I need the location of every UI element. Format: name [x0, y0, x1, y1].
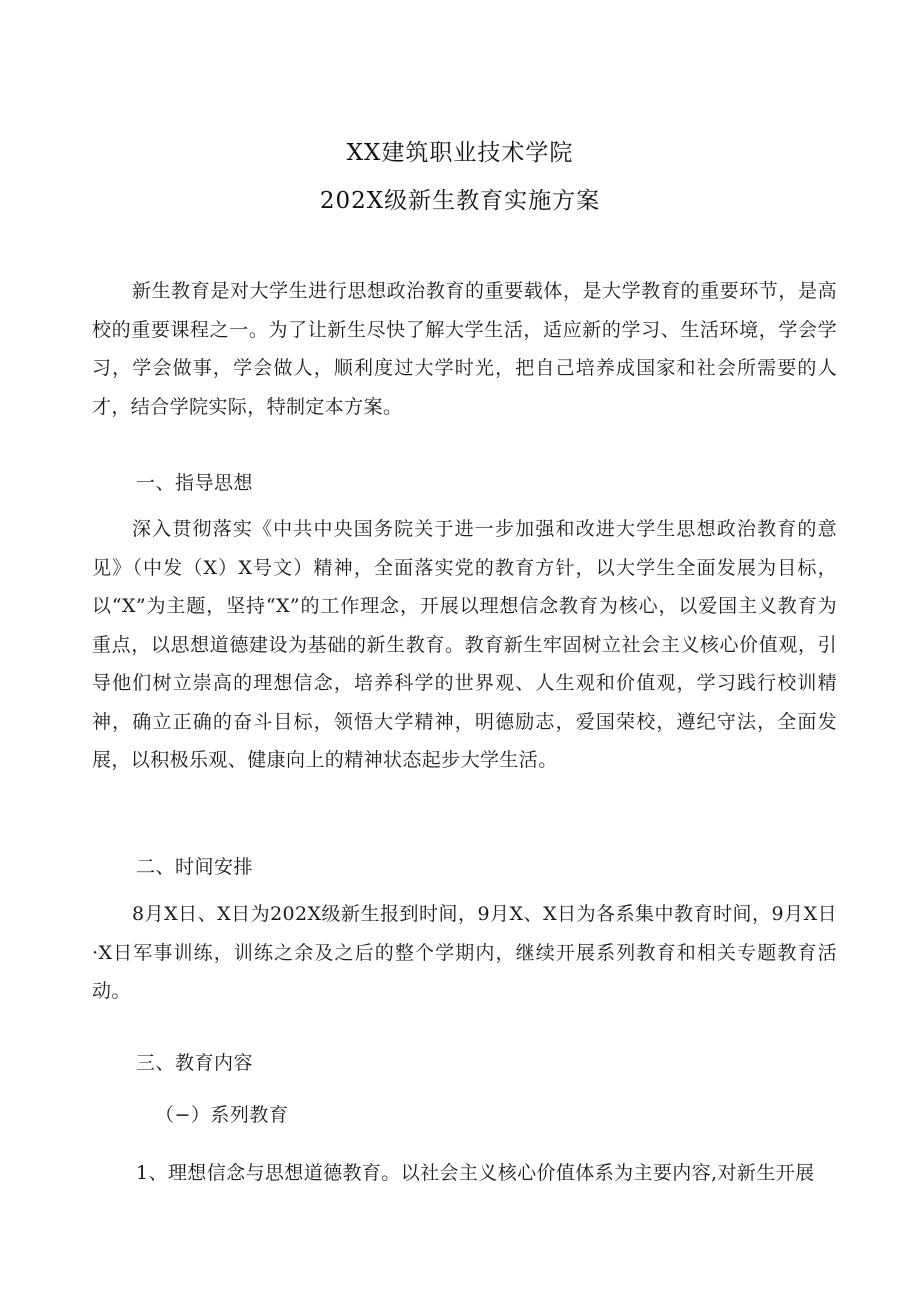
section2-paragraph: 8月X日、X日为202X级新生报到时间，9月X、X日为各系集中教育时间，9月X日·X日军事训练，训练之余及之后的整个学期内，继续开展系列教育和相关专题教育活动。 [92, 903, 837, 1002]
section3-heading: 三、教育内容 [136, 1052, 254, 1074]
section3-subheading: （−）系列教育 [155, 1104, 289, 1126]
section2-heading: 二、时间安排 [136, 856, 254, 878]
section3-item1: 1、理想信念与思想道德教育。以社会主义核心价值体系为主要内容,对新生开展 [136, 1162, 815, 1184]
section1-paragraph: 深入贯彻落实《中共中央国务院关于进一步加强和改进大学生思想政治教育的意见》（中发（X）X号文）精神，全面落实党的教育方针，以大学生全面发展为目标，以“X”为主题，坚持“X”的工作理念，开展以理想信念教育为核心，以爱国主义教育为重点，以思想道德建设为基础的新生教育。教育新生牢固树立社会主义核心价值观，引导他们树立崇高的理想信念，培养科学的世界观、人生观和价值观，学习践行校训精神，确立正确的奋斗目标，领悟大学精神，明德励志，爱国荣校，遵纪守法，全面发展，以积极乐观、健康向上的精神状态起步大学生活。 [92, 518, 837, 771]
document-title-line1: XX建筑职业技术学院 [346, 140, 574, 166]
intro-paragraph: 新生教育是对大学生进行思想政治教育的重要载体，是大学教育的重要环节，是高校的重要课程之一。为了让新生尽快了解大学生活，适应新的学习、生活环境，学会学习，学会做事，学会做人，顺利度过大学时光，把自己培养成国家和社会所需要的人才，结合学院实际，特制定本方案。 [92, 280, 837, 418]
section1-heading: 一、指导思想 [136, 472, 254, 494]
document-title-line2: 202X级新生教育实施方案 [319, 188, 601, 214]
